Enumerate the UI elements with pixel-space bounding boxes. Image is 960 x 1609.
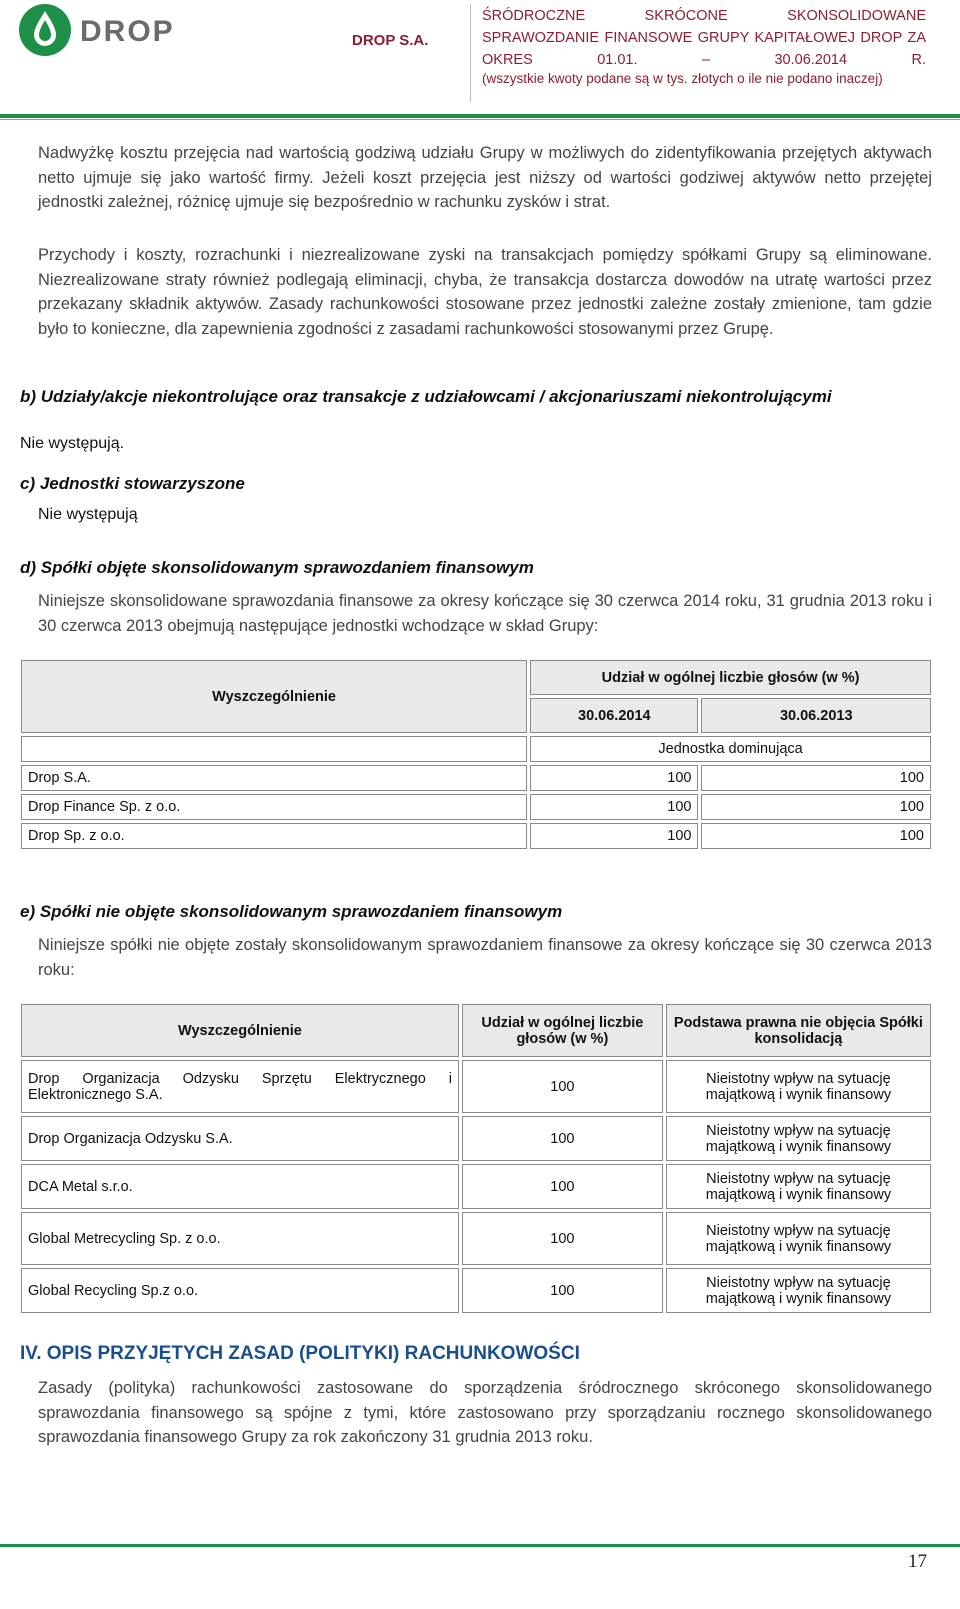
page-number: 17 <box>908 1551 927 1572</box>
section-e-text: Niniejsze spółki nie objęte zostały skonsolidowanym sprawozdaniem finansowe za okresy kończące się 30 czerwca 2013 roku: <box>38 936 932 979</box>
non-consolidated-companies-table <box>18 1001 934 1316</box>
basis-line: majątkową i wynik finansowy <box>705 1238 892 1255</box>
share-cell: 100 <box>462 1268 663 1313</box>
basis-cell <box>666 1116 931 1161</box>
report-title: ŚRÓDROCZNE SKRÓCONE SKONSOLIDOWANE SPRAWOZDANIE FINANSOWE GRUPY KAPITAŁOWEJ DROP ZA OKRES 01.01. – 30.06.2014 R. <box>482 8 926 68</box>
footer-rule <box>0 1544 960 1547</box>
share-2014-cell: 100 <box>530 823 698 849</box>
company-name-cell: Drop Finance Sp. z o.o. <box>21 794 527 820</box>
company-name: DROP S.A. <box>352 32 429 49</box>
basis-line: Nieistotny wpływ na sytuację <box>706 1170 891 1187</box>
table-row <box>21 1268 931 1313</box>
company-name-cell: Drop Sp. z o.o. <box>21 823 527 849</box>
basis-cell <box>666 1268 931 1313</box>
share-2013-cell: 100 <box>701 765 931 791</box>
share-2013-cell: 100 <box>701 794 931 820</box>
table-row <box>21 1116 931 1161</box>
col-header-date-2013: 30.06.2013 <box>701 698 931 733</box>
consolidated-companies-table <box>18 657 934 852</box>
col-header-share: Udział w ogólnej liczbie głosów (w %) <box>530 660 931 695</box>
company-name-cell: Global Recycling Sp.z o.o. <box>21 1268 459 1313</box>
section-c-heading: c) Jednostki stowarzyszone <box>20 474 245 493</box>
table-row <box>21 1060 931 1113</box>
basis-line: Nieistotny wpływ na sytuację <box>706 1274 891 1291</box>
drop-logo <box>18 2 188 58</box>
section-c-text: Nie występują <box>38 506 138 523</box>
table-row <box>21 1164 931 1209</box>
basis-cell <box>666 1164 931 1209</box>
table-row <box>21 765 931 791</box>
basis-line: majątkową i wynik finansowy <box>705 1138 892 1155</box>
share-cell: 100 <box>462 1060 663 1113</box>
col-header-share: Udział w ogólnej liczbie głosów (w %) <box>462 1004 663 1057</box>
basis-line: Nieistotny wpływ na sytuację <box>706 1070 891 1087</box>
section-d-text: Niniejsze skonsolidowane sprawozdania finansowe za okresy kończące się 30 czerwca 2014 roku, 31 grudnia 2013 roku i 30 czerwca 2013 obejmują następujące jednostki wchodzące w skład Grupy: <box>38 592 932 635</box>
basis-line: Nieistotny wpływ na sytuację <box>706 1222 891 1239</box>
company-name-line: Drop Organizacja Odzysku Sprzętu Elektrycznego i <box>28 1070 452 1087</box>
col-header-basis: Podstawa prawna nie objęcia Spółki konsolidacją <box>666 1004 931 1057</box>
share-2014-cell: 100 <box>530 765 698 791</box>
basis-line: majątkową i wynik finansowy <box>705 1186 892 1203</box>
col-header-name: Wyszczególnienie <box>21 1004 459 1057</box>
share-cell: 100 <box>462 1212 663 1265</box>
intro-paragraph-2: Przychody i koszty, rozrachunki i niezrealizowane zyski na transakcjach pomiędzy spółkami Grupy są eliminowane. Niezrealizowane straty również podlegają eliminacji, chyba, że transakcja dostarcza dowodów na utratę wartości przez przekazany składnik aktywów. Zasady rachunkowości stosowane przez jednostki zależne zostały zmienione, tam gdzie było to konieczne, dla zapewnienia zgodności z zasadami rachunkowości stosowanymi przez Grupę. <box>38 246 932 338</box>
col-header-name: Wyszczególnienie <box>21 660 527 733</box>
section-b-text: Nie występują. <box>20 435 125 452</box>
share-2013-cell: 100 <box>701 823 931 849</box>
group-label: Jednostka dominująca <box>530 736 931 762</box>
intro-paragraph-1: Nadwyżkę kosztu przejęcia nad wartością godziwą udziału Grupy w możliwych do zidentyfikowania przejętych aktywach netto ujmuje się jako wartość firmy. Jeżeli koszt przejęcia jest niższy od wartości godziwej aktywów netto przejętej jednostki zależnej, różnicę ujmuje się bezpośrednio w rachunku zysków i strat. <box>38 144 932 211</box>
basis-line: majątkową i wynik finansowy <box>705 1290 892 1307</box>
header-rule-thin <box>0 119 960 120</box>
section-iv-text: Zasady (polityka) rachunkowości zastosowane do sporządzenia śródrocznego skróconego skonsolidowanego sprawozdania finansowego są spójne z tymi, które zastosowano przy sporządzaniu rocznego skonsolidowanego sprawozdania finansowego Grupy za rok zakończony 31 grudnia 2013 roku. <box>38 1379 932 1446</box>
basis-cell <box>666 1212 931 1265</box>
col-header-date-2014: 30.06.2014 <box>530 698 698 733</box>
page-header <box>0 0 960 120</box>
basis-cell <box>666 1060 931 1113</box>
basis-line: Nieistotny wpływ na sytuację <box>706 1122 891 1139</box>
company-name-line: Elektronicznego S.A. <box>28 1086 163 1103</box>
basis-line: majątkową i wynik finansowy <box>705 1086 892 1103</box>
table-cell-empty <box>21 736 527 762</box>
company-name-cell: Global Metrecycling Sp. z o.o. <box>21 1212 459 1265</box>
company-name-cell <box>21 1060 459 1113</box>
section-e-heading: e) Spółki nie objęte skonsolidowanym sprawozdaniem finansowym <box>20 902 563 921</box>
section-d-heading: d) Spółki objęte skonsolidowanym sprawozdaniem finansowym <box>20 558 534 577</box>
header-divider <box>470 4 471 102</box>
share-cell: 100 <box>462 1116 663 1161</box>
company-name-cell: Drop Organizacja Odzysku S.A. <box>21 1116 459 1161</box>
table-row <box>21 823 931 849</box>
svg-text:DROP: DROP <box>80 15 175 48</box>
section-b-heading: b) Udziały/akcje niekontrolujące oraz transakcje z udziałowcami / akcjonariuszami niekontrolującymi <box>20 387 832 406</box>
share-2014-cell: 100 <box>530 794 698 820</box>
table-row <box>21 1212 931 1265</box>
header-rule <box>0 114 960 118</box>
company-name-cell: DCA Metal s.r.o. <box>21 1164 459 1209</box>
share-cell: 100 <box>462 1164 663 1209</box>
section-iv-heading: IV. OPIS PRZYJĘTYCH ZASAD (POLITYKI) RACHUNKOWOŚCI <box>20 1343 580 1364</box>
company-name-cell: Drop S.A. <box>21 765 527 791</box>
report-subtitle: (wszystkie kwoty podane są w tys. złotych o ile nie podano inaczej) <box>482 71 883 86</box>
table-row <box>21 794 931 820</box>
